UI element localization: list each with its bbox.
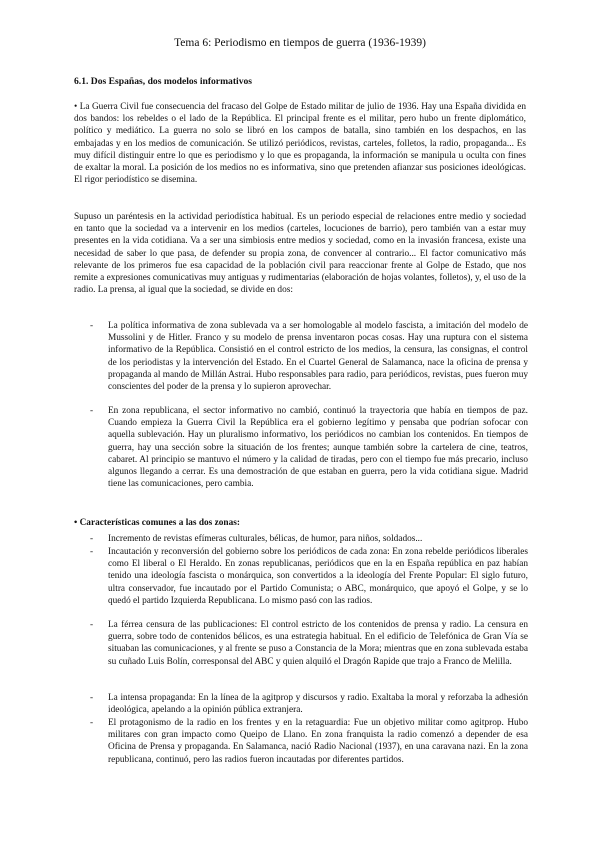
list-item-text: Incautación y reconversión del gobierno sobre los periódicos de cada zona: En zona rebelde periódicos liberales como El liberal o El Heraldo. En zonas republicanas, periódicos que en la en España república en paz habían tenido una ideología fascista o monárquica, son convertidos a la ideología del Frente Popular: El siglo futuro, ultra conservador, fue incautado por el Partido Comunista; o ABC, monárquico, que apoyó el Golpe, y se lo quedó el partido Izquierda Republicana. Lo mismo pasó con las radios. [108,547,528,606]
list-item-text: Incremento de revistas efímeras culturales, bélicas, de humor, para niños, soldados... [108,534,423,544]
list-item-text: En zona republicana, el sector informativo no cambió, continuó la trayectoria que había en tiempos de paz. Cuando empieza la Guerra Civil la República era el gobierno legítimo y pensaba que podrían sofocar con aquella sublevación. Hay un pluralismo informativo, los periódicos no cambian los contenidos. En tiempos de guerra, hay una sección sobre la situación de los frentes; aunque también sobre la cartelera de cine, teatros, cabaret. Al principio se mantuvo el número y la calidad de tiradas, pero con el tiempo fue más precario, incluso algunos llegando a cerrar. Es una demostración de que estaban en guerra, pero la vida cotidiana sigue. Madrid tiene las comunicaciones, pero cambia. [108,406,528,490]
dash-marker: - [90,534,94,544]
document-title: Tema 6: Periodismo en tiempos de guerra (1936-1939) [174,37,426,49]
list-item-censura [90,619,528,668]
dash-marker: - [90,321,94,331]
dash-marker: - [90,406,94,416]
paragraph-text: • La Guerra Civil fue consecuencia del fracaso del Golpe de Estado militar de julio de 1936. Hay una España dividida en dos bandos: los rebeldes o el lado de la República. El principal frente es el militar, pero hubo un frente diplomático, político y mediático. La guerra no solo se libró en los campos de batalla, sino también en los despachos, en las embajadas y en los medios de comunicación. Se utilizó periódicos, revistas, carteles, folletos, la radio, propaganda... Es muy difícil distinguir entre lo que es periodismo y lo que es propaganda, la información se manipula u oculta con fines de exaltar la moral. La posición de los medios no es informativa, sino que pretenden afianzar sus posiciones ideológicas. El rigor periodístico se disemina. [74,102,526,186]
section-heading: 6.1. Dos Españas, dos modelos informativos [74,76,253,87]
dash-marker: - [90,693,94,703]
context-paragraph [74,211,526,296]
list-item-radio [90,717,528,766]
dash-marker: - [90,547,94,557]
list-item-text: El protagonismo de la radio en los frentes y en la retaguardia: Fue un objetivo militar como agitprop. Hubo militares con gran impacto como Queipo de Llano. En zona franquista la radio comenzó a depender de esa Oficina de Prensa y propaganda. En Salamanca, nació Radio Nacional (1937), en una caravana nazi. En la zona republicana, continuó, pero las radios fueron incautadas por diferentes partidos. [108,718,528,765]
common-features-heading: • Características comunes a las dos zonas: [74,518,240,528]
dash-marker: - [90,718,94,728]
list-item-incautacion [90,546,528,607]
list-item-text: La intensa propaganda: En la línea de la agitprop y discursos y radio. Exaltaba la moral y reforzaba la adhesión ideológica, apelando a la opinión pública extranjera. [108,693,528,716]
intro-paragraph [74,101,526,186]
dash-marker: - [90,620,94,630]
paragraph-text: Supuso un paréntesis en la actividad periodística habitual. Es un periodo especial de relaciones entre medio y sociedad en tanto que la sociedad va a intervenir en los medios (carteles, locuciones de barrio), pero también van a estar muy presentes en la vida cotidiana. Va a ser una simbiosis entre medios y sociedad, como en la invasión francesa, existe una necesidad de saber lo que pasa, de defender su propia zona, de convencer al contrario... El factor comunicativo más relevante de los primeros fue esa capacidad de la población civil para reaccionar frente al Golpe de Estado, que nos remite a expresiones comunicativas muy antiguas y rudimentarias (elaboración de hojas volantes, folletos), y, el uso de la radio. La prensa, al igual que la sociedad, se divide en dos: [74,212,526,296]
list-item-text: La férrea censura de las publicaciones: El control estricto de los contenidos de prensa y radio. La censura en guerra, sobre todo de contenidos bélicos, es una estrategia habitual. En el edificio de Telefónica de Gran Vía se situaban las comunicaciones, y al frente se puso a Constancia de la Mora; mientras que en zona sublevada estaba su cuñado Luis Bolín, corresponsal del ABC y quien alquiló el Dragón Rapide que trajo a Franco de Melilla. [108,620,528,667]
list-item-text: La política informativa de zona sublevada va a ser homologable al modelo fascista, a imitación del modelo de Mussolini y de Hitler. Franco y su modelo de prensa inventaron pocas cosas. Hay una ruptura con el sistema informativo de la República. Consistió en el control estricto de los medios, la censura, las consignas, el control de los periodistas y la intervención del Estado. En el Cuartel General de Salamanca, nace la oficina de prensa y propaganda al mando de Millán Astrai. Hubo responsables para radio, para periódicos, revistas, pues fueron muy conscientes del poder de la prensa y lo supieron aprovechar. [108,321,528,393]
list-item-revistas [90,533,528,545]
list-item-propaganda [90,692,528,716]
list-item-zona-sublevada [90,320,528,393]
list-item-zona-republicana [90,405,528,490]
